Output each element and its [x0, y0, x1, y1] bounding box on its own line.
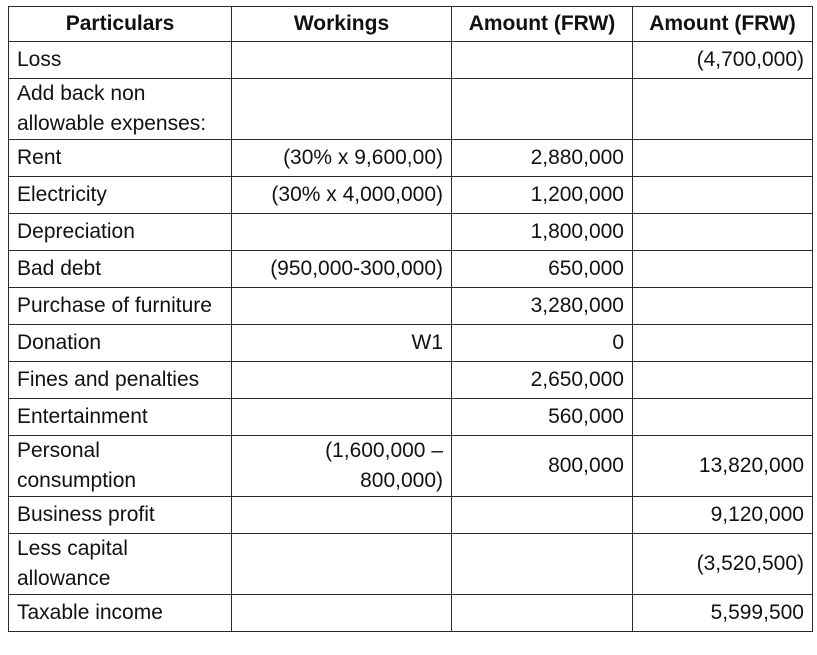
cell-amount-2: (3,520,500) — [633, 534, 813, 595]
table-row — [9, 534, 813, 595]
cell-amount-2 — [633, 288, 813, 325]
cell-amount-2 — [633, 362, 813, 399]
table-row — [9, 42, 813, 79]
cell-amount-2 — [633, 251, 813, 288]
cell-working — [232, 214, 452, 251]
table-row — [9, 362, 813, 399]
table-row — [9, 79, 813, 140]
cell-amount-1: 1,200,000 — [452, 177, 633, 214]
cell-amount-2: 9,120,000 — [633, 497, 813, 534]
cell-amount-2 — [633, 140, 813, 177]
cell-amount-2 — [633, 79, 813, 140]
cell-particular: Personal consumption — [9, 436, 232, 497]
cell-working — [232, 399, 452, 436]
cell-particular: Donation — [9, 325, 232, 362]
table-row — [9, 140, 813, 177]
cell-amount-1 — [452, 42, 633, 79]
cell-particular: Taxable income — [9, 595, 232, 632]
table-row — [9, 288, 813, 325]
cell-amount-1 — [452, 595, 633, 632]
cell-particular: Less capital allowance — [9, 534, 232, 595]
cell-amount-1 — [452, 79, 633, 140]
cell-amount-1 — [452, 497, 633, 534]
header-amount-2: Amount (FRW) — [633, 7, 813, 42]
cell-working — [232, 362, 452, 399]
cell-particular: Entertainment — [9, 399, 232, 436]
cell-working: (30% x 9,600,00) — [232, 140, 452, 177]
cell-particular: Depreciation — [9, 214, 232, 251]
cell-particular: Purchase of furniture — [9, 288, 232, 325]
header-amount-1: Amount (FRW) — [452, 7, 633, 42]
tax-computation-table — [8, 6, 813, 632]
cell-amount-1: 2,880,000 — [452, 140, 633, 177]
cell-working: W1 — [232, 325, 452, 362]
cell-amount-2: 13,820,000 — [633, 436, 813, 497]
table-row — [9, 214, 813, 251]
cell-amount-1 — [452, 534, 633, 595]
cell-working — [232, 288, 452, 325]
table-row — [9, 497, 813, 534]
table-row — [9, 399, 813, 436]
cell-working: (950,000-300,000) — [232, 251, 452, 288]
cell-working: (30% x 4,000,000) — [232, 177, 452, 214]
cell-amount-2 — [633, 177, 813, 214]
table-row — [9, 436, 813, 497]
header-particulars: Particulars — [9, 7, 232, 42]
cell-working: (1,600,000 – 800,000) — [232, 436, 452, 497]
cell-particular: Fines and penalties — [9, 362, 232, 399]
cell-amount-1: 800,000 — [452, 436, 633, 497]
cell-working — [232, 42, 452, 79]
cell-working — [232, 79, 452, 140]
table-row — [9, 595, 813, 632]
cell-particular: Rent — [9, 140, 232, 177]
cell-working — [232, 595, 452, 632]
cell-amount-2: 5,599,500 — [633, 595, 813, 632]
cell-working — [232, 497, 452, 534]
cell-particular: Loss — [9, 42, 232, 79]
table-row — [9, 177, 813, 214]
header-row — [9, 7, 813, 42]
cell-amount-2: (4,700,000) — [633, 42, 813, 79]
cell-amount-2 — [633, 325, 813, 362]
cell-amount-1: 1,800,000 — [452, 214, 633, 251]
cell-particular: Bad debt — [9, 251, 232, 288]
header-workings: Workings — [232, 7, 452, 42]
table-row — [9, 325, 813, 362]
cell-amount-1: 3,280,000 — [452, 288, 633, 325]
cell-particular: Add back non allowable expenses: — [9, 79, 232, 140]
cell-amount-1: 0 — [452, 325, 633, 362]
cell-amount-1: 560,000 — [452, 399, 633, 436]
table-row — [9, 251, 813, 288]
cell-particular: Business profit — [9, 497, 232, 534]
cell-working — [232, 534, 452, 595]
cell-amount-1: 2,650,000 — [452, 362, 633, 399]
cell-amount-1: 650,000 — [452, 251, 633, 288]
cell-amount-2 — [633, 214, 813, 251]
cell-particular: Electricity — [9, 177, 232, 214]
cell-amount-2 — [633, 399, 813, 436]
